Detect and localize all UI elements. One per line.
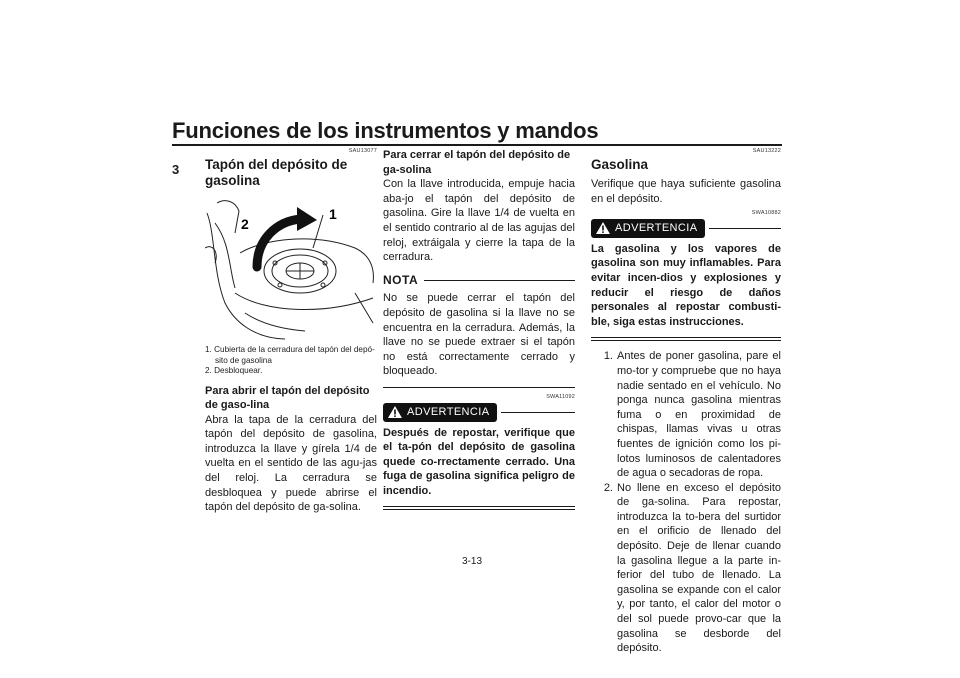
body-open-cap: Abra la tapa de la cerradura del tapón del depósito de gasolina, introduzca la llave y gírela 1/4 de vuelta en el sentido de las agu-jas del reloj. La cerradura se desbloquea y puede abrirse el tapón del depósito de ga-solina.: [205, 413, 377, 514]
warning-badge: [591, 219, 705, 238]
body-close-cap: Con la llave introducida, empuje hacia aba-jo el tapón del depósito de gasolina. Gire la llave 1/4 de vuelta en el sentido contrario al de las agujas del reloj, extráigala y cierre la tapa de la cerradura.: [383, 178, 575, 264]
list-item-number: 1.: [603, 350, 613, 363]
page-header-title: Funciones de los instrumentos y mandos: [172, 118, 599, 143]
warning-rule: [501, 412, 575, 413]
note-header: [383, 273, 575, 288]
warning-label: ADVERTENCIA: [407, 405, 490, 418]
note-text: No se puede cerrar el tapón del depósito de gasolina si la llave no se encuentra en la cerradura. Además, la llave no se puede extraer si el tapón no está correctamente cerrado y bloqueado.: [383, 292, 575, 378]
figure-caption: 2. Desbloquear.: [205, 366, 263, 375]
note-label: NOTA: [383, 272, 419, 287]
list-item-text: No llene en exceso el depósito de ga-solina. Para repostar, introduzca la to-bera del surtidor en el orificio de llenado del depósito. Deje de llenar cuando la gasolina llegue a la parte in-ferior del tubo de llenado. La gasolina se expande con el calor y, por tanto, el calor del motor o del sol puede provo-car que la gasolina se desborde del depósito.: [617, 481, 781, 655]
warning-code: SWA10882: [751, 210, 781, 217]
column-gasoline: [591, 148, 781, 656]
warning-header: [383, 403, 575, 422]
callout-label-2: 2: [241, 216, 249, 232]
page-number: 3-13: [462, 556, 483, 567]
list-item: [591, 349, 781, 480]
body-gasoline: Verifique que haya suficiente gasolina en el depósito.: [591, 178, 781, 205]
list-item-number: 2.: [603, 481, 613, 494]
warning-text: Después de repostar, verifique que el ta-pón del depósito de gasolina quede co-rrectamente cerrado. Una fuga de gasolina significa peligro de incendio.: [383, 426, 575, 497]
note-end-rule: [383, 387, 575, 388]
column-fuel-cap: [205, 148, 377, 515]
warning-triangle-icon: [595, 221, 611, 235]
callout-label-1: 1: [329, 206, 337, 222]
section-title-fuel-cap: Tapón del depósito de gasolina: [205, 157, 348, 188]
fuel-cap-illustration: [205, 193, 377, 341]
column-close-cap: [383, 148, 575, 510]
section-title-gasoline: Gasolina: [591, 157, 649, 172]
warning-badge: [383, 403, 497, 422]
section-code: SAU13222: [752, 148, 781, 154]
warning-text: La gasolina y los vapores de gasolina son muy inflamables. Para evitar incen-dios y explosiones y reducir el riesgo de daños personales al repostar combusti-ble, siga estas instrucciones.: [591, 242, 781, 328]
list-item: [591, 481, 781, 656]
header-rule: [172, 144, 782, 146]
warning-code: SWA11092: [546, 393, 575, 400]
list-item-text: Antes de poner gasolina, pare el mo-tor y compruebe que no haya nadie sentado en el vehículo. No ponga nunca gasolina mientras fuma o en proximidad de chispas, llamas vivas u otras fuentes de ignición como los pi-lotos luminosos de calentadores de agua o secadoras de ropa.: [617, 350, 781, 480]
subtitle-open-cap: Para abrir el tapón del depósito de gaso-lina: [205, 384, 370, 412]
warning-rule: [709, 228, 781, 229]
instruction-list: [591, 349, 781, 655]
warning-label: ADVERTENCIA: [615, 222, 698, 235]
warning-header: [591, 219, 781, 238]
warning-triangle-icon: [387, 405, 403, 419]
figure-caption: 1. Cubierta de la cerradura del tapón del depó-sito de gasolina: [205, 345, 375, 365]
figure-captions: [205, 345, 377, 377]
warning-end-rule: [383, 506, 575, 510]
section-code: SAU13077: [348, 148, 377, 154]
warning-divider: [591, 337, 781, 341]
note-rule: [424, 280, 575, 281]
chapter-number: 3: [172, 162, 180, 177]
subtitle-close-cap: Para cerrar el tapón del depósito de ga-solina: [383, 149, 571, 176]
